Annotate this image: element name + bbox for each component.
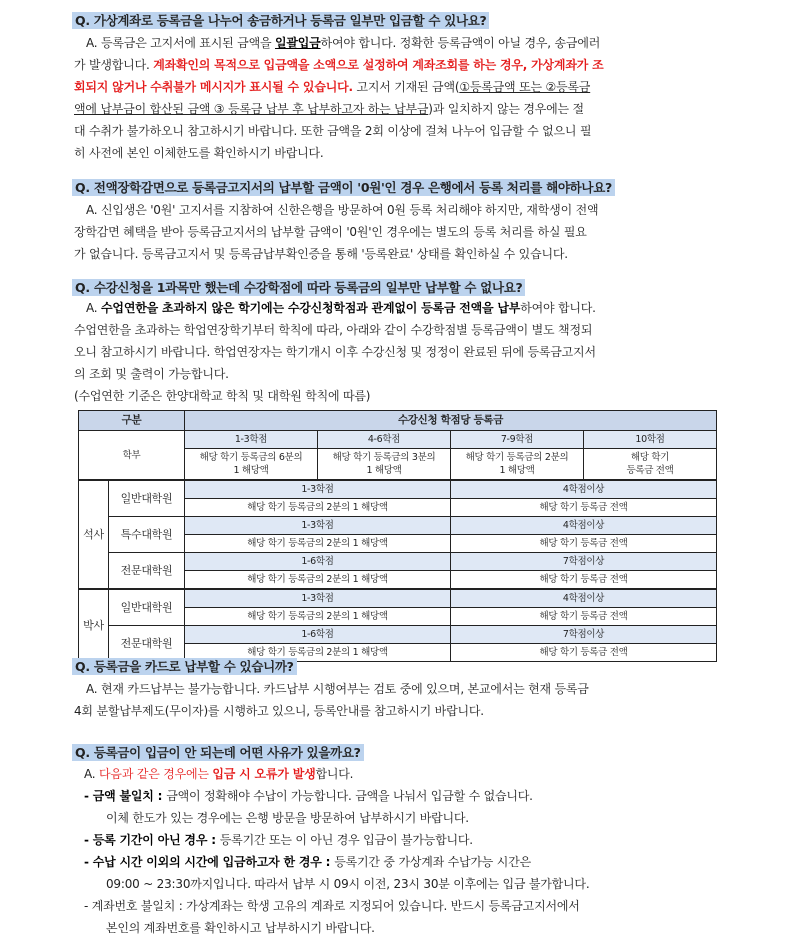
list-item-label: - 등록 기간이 아닌 경우 : [84,833,220,847]
list-item-text: 등록기간 또는 이 아닌 경우 입금이 불가능합니다. [219,833,473,847]
answer-warning: 입금 시 오류가 발생 [212,767,316,781]
answer-text: 의 조회 및 출력이 가능합니다. [74,367,229,381]
table-cell: 해당 학기 등록금의 2분의 1 해당액 [185,535,451,553]
answer-underlined: ①등록금액 또는 ②등록금 [459,80,591,94]
table-cell: 해당 학기 등록금의 2분의 1 해당액 [451,449,584,481]
answer-text: 히 사전에 본인 이체한도를 확인하시기 바랍니다. [74,146,324,160]
answer-warning: 계좌확인의 목적으로 입금액을 소액으로 설정하여 계좌조회를 하는 경우, 가상계좌가 조 [153,58,604,72]
answer-text: A. 신입생은 '0원' 고지서를 지참하여 신한은행을 방문하여 0원 등록 처리해야 하지만, 재학생이 전액 [86,203,599,217]
row-label-doctor: 박사 [79,589,109,662]
table-cell: 7학점이상 [451,626,717,644]
answer-text: 장학감면 혜택을 받아 등록금고지서의 납부할 금액이 '0원'인 경우에는 별도의 등록 처리를 하실 필요 [74,225,587,239]
row-label-general-grad: 일반대학원 [109,589,185,626]
list-item-text: 이체 한도가 있는 경우에는 은행 방문을 방문하여 납부하시기 바랍니다. [106,811,469,825]
table-cell: 7-9학점 [451,431,584,449]
answer-underlined: 액에 납부금이 합산된 금액 ③ 등록금 납부 후 납부하고자 하는 납부금 [74,102,429,116]
faq-answer-partial-credit [74,297,720,407]
row-label-general-grad: 일반대학원 [109,480,185,517]
faq-question-deposit-error: Q. 등록금이 입금이 안 되는데 어떤 사유가 있을까요? [72,744,364,761]
table-cell: 4학점이상 [451,589,717,608]
answer-text: 하여야 합니다. [520,301,596,315]
table-cell: 해당 학기 등록금 전액 [451,571,717,590]
answer-text: 고지서 기재된 금액( [352,80,460,94]
answer-text: 가 발생합니다. [74,58,154,72]
table-cell: 해당 학기 등록금 전액 [451,608,717,626]
table-cell: 해당 학기 등록금 전액 [584,449,717,481]
answer-text: A. [84,767,100,781]
answer-text: 수업연한을 초과하는 학업연장학기부터 학칙에 따라, 아래와 같이 수강학점별 등록금액이 별도 책정되 [74,323,593,337]
table-cell: 1-6학점 [185,553,451,571]
answer-text: )과 일치하지 않는 경우에는 절 [428,102,584,116]
faq-question-partial-credit: Q. 수강신청을 1과목만 했는데 수강학점에 따라 등록금의 일부만 납부할 수 없나요? [72,279,525,296]
table-cell: 해당 학기 등록금의 6분의 1 해당액 [185,449,318,481]
faq-question-split-payment: Q. 가상계좌로 등록금을 나누어 송금하거나 등록금 일부만 입금할 수 있나요? [72,12,489,29]
list-item-text: 금액이 정확해야 수납이 가능합니다. 금액을 나눠서 입금할 수 없습니다. [166,789,533,803]
answer-text: (수업연한 기준은 한양대학교 학칙 및 대학원 학칙에 따름) [74,389,371,403]
answer-text: A. [86,301,102,315]
list-item-text: 등록기간 중 가상계좌 수납가능 시간은 [334,855,531,869]
list-item-text: - 계좌번호 불일치 : 가상계좌는 학생 고유의 계좌로 지정되어 있습니다. 반드시 등록금고지서에서 [84,899,580,913]
list-item-text: 09:00 ~ 23:30까지입니다. 따라서 납부 시 09시 이전, 23시 30분 이후에는 입금 불가합니다. [106,877,590,891]
list-item-text: 본인의 계좌번호를 확인하시고 납부하시기 바랍니다. [106,921,375,935]
faq-answer-split-payment [74,32,720,164]
table-cell: 1-6학점 [185,626,451,644]
table-cell: 1-3학점 [185,480,451,499]
table-cell: 해당 학기 등록금 전액 [451,499,717,517]
row-label-masters: 석사 [79,480,109,589]
tuition-credit-table [78,410,717,662]
faq-question-zero-won: Q. 전액장학감면으로 등록금고지서의 납부할 금액이 '0원'인 경우 은행에서 등록 처리를 해야하나요? [72,179,615,196]
faq-answer-zero-won [74,199,720,265]
faq-question-card-payment: Q. 등록금을 카드로 납부할 수 있습니까? [72,658,297,675]
answer-text: A. 현재 카드납부는 불가능합니다. 카드납부 시행여부는 검토 중에 있으며, 본교에서는 현재 등록금 [86,682,589,696]
row-label-undergrad: 학부 [79,431,185,481]
answer-text: 오니 참고하시기 바랍니다. 학업연장자는 학기개시 이후 수강신청 및 정정이 완료된 뒤에 등록금고지서 [74,345,596,359]
table-cell: 4학점이상 [451,480,717,499]
table-cell: 해당 학기 등록금의 3분의 1 해당액 [318,449,451,481]
table-cell: 1-3학점 [185,589,451,608]
answer-text: 대 수취가 불가하오니 참고하시기 바랍니다. 또한 금액을 2회 이상에 걸쳐 나누어 입금할 수 없으니 필 [74,124,592,138]
table-cell: 4학점이상 [451,517,717,535]
table-cell: 해당 학기 등록금의 2분의 1 해당액 [185,644,451,662]
table-cell: 해당 학기 등록금의 2분의 1 해당액 [185,499,451,517]
table-header-category: 구분 [79,411,185,431]
row-label-prof-grad: 전문대학원 [109,626,185,662]
list-item-label: - 금액 불일치 : [84,789,167,803]
row-label-prof-grad: 전문대학원 [109,553,185,590]
table-cell: 해당 학기 등록금의 2분의 1 해당액 [185,608,451,626]
faq-answer-deposit-error [84,763,724,939]
table-cell: 해당 학기 등록금 전액 [451,535,717,553]
table-cell: 해당 학기 등록금의 2분의 1 해당액 [185,571,451,590]
answer-emphasis: 수업연한을 초과하지 않은 학기에는 수강신청학점과 관계없이 등록금 전액을 납부 [101,301,521,315]
list-item-label: - 수납 시간 이외의 시간에 입금하고자 한 경우 : [84,855,335,869]
table-header-fee: 수강신청 학점당 등록금 [185,411,717,431]
table-cell: 1-3학점 [185,431,318,449]
answer-text: 합니다. [315,767,354,781]
answer-warning: 회되지 않거나 수취불가 메시지가 표시될 수 있습니다. [74,80,353,94]
answer-text: 가 없습니다. 등록금고지서 및 등록금납부확인증을 통해 '등록완료' 상태를 확인하실 수 있습니다. [74,247,568,261]
table-cell: 7학점이상 [451,553,717,571]
table-cell: 10학점 [584,431,717,449]
row-label-special-grad: 특수대학원 [109,517,185,553]
table-cell: 해당 학기 등록금 전액 [451,644,717,662]
answer-text: 하여야 합니다. 정확한 등록금액이 아닐 경우, 송금에러 [320,36,601,50]
answer-text: A. 등록금은 고지서에 표시된 금액을 [86,36,275,50]
answer-emphasis: 일괄입금 [274,36,321,50]
answer-red-text: 다음과 같은 경우에는 [99,767,213,781]
table-cell: 1-3학점 [185,517,451,535]
table-cell: 4-6학점 [318,431,451,449]
faq-answer-card-payment [74,678,720,722]
answer-text: 4회 분할납부제도(무이자)를 시행하고 있으니, 등록안내를 참고하시기 바랍니다. [74,704,484,718]
